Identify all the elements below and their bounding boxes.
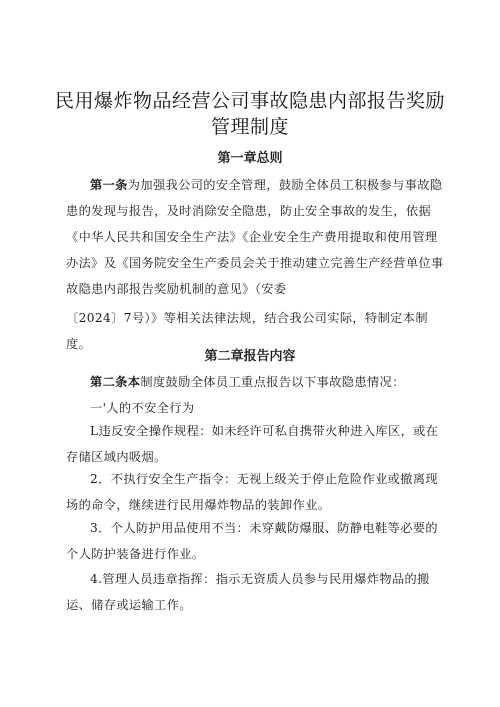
article-1-line-2: 患的发现与报告，及时消除安全隐患，防止安全事故的发生，依据 — [66, 204, 432, 218]
item-1-line-2: 存储区域内吸烟。 — [66, 450, 167, 464]
item-2-line-2: 场的命令，继续进行民用爆炸物品的装卸作业。 — [66, 498, 331, 512]
article-1-line-4: 办法》及《国务院安全生产委员会关于推动建立完善生产经营单位事 — [66, 256, 444, 270]
item-1-line-1: L违反安全操作规程：如未经许可私自携带火种进入库区，或在 — [90, 424, 439, 438]
item-3 — [66, 515, 446, 567]
item-3-line-1: 3．个人防护用品使用不当：未穿戴防爆服、防静电鞋等必要的 — [90, 521, 439, 535]
item-2-line-1: 2．不执行安全生产指令：无视上级关于停止危险作业或撤离现 — [90, 472, 439, 486]
article-1-line-1: 第一条为加强我公司的安全管理，鼓励全体员工积极参与事故隐 — [90, 178, 443, 192]
document-title-line-1: 民用爆炸物品经营公司事故隐患内部报告奖励 — [54, 90, 445, 112]
chapter-2-heading: 第二章报告内容 — [204, 349, 296, 364]
item-4 — [66, 566, 446, 618]
article-1-line-5: 故隐患内部报告奖励机制的意见》（安委 — [66, 282, 287, 296]
article-1-line-3: 《中华人民共和国安全生产法》《企业安全生产费用提取和使用管理 — [66, 230, 438, 244]
article-1-line-7: 度。 — [66, 337, 92, 351]
document-title-line-2: 管理制度 — [210, 116, 289, 138]
item-3-line-2: 个人防护装备进行作业。 — [66, 547, 205, 561]
article-2-line: 第二条本制度鼓励全体员工重点报告以下事故隐患情况： — [90, 375, 405, 389]
article-2-label: 第二条本 — [90, 375, 141, 389]
article-2 — [66, 369, 446, 421]
article-1-line-6: 〔2024〕7号）》等相关法律法规，结合我公司实际，特制定本制 — [66, 311, 428, 325]
article-1 — [66, 172, 446, 357]
article-1-label: 第一条 — [90, 178, 128, 192]
section-1-heading: 一'人的不安全行为 — [90, 401, 195, 415]
item-4-line-2: 运、储存或运输工作。 — [66, 598, 192, 612]
item-4-line-1: 4.管理人员违章指挥：指示无资质人员参与民用爆炸物品的搬 — [90, 572, 430, 586]
chapter-1-heading: 第一章总则 — [217, 151, 283, 166]
item-1 — [66, 418, 446, 470]
item-2 — [66, 466, 446, 518]
